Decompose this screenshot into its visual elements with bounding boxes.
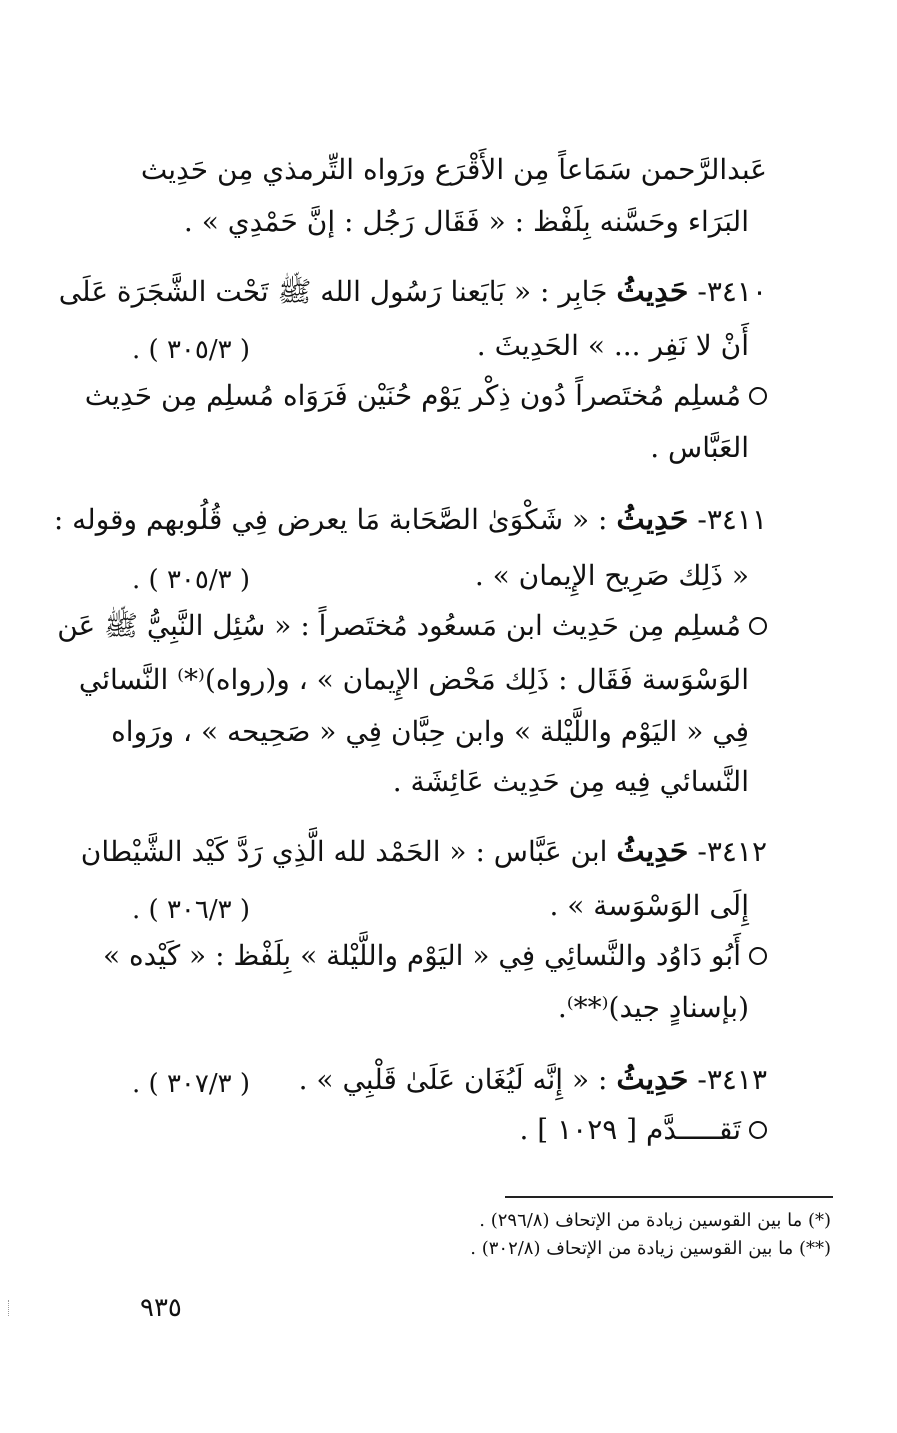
- volume-reference: ( ٣٠٦/٣ ) .: [132, 895, 250, 925]
- footnote: (*) ما بين القوسين زيادة من الإتحاف (٢٩٦/٨) .: [479, 1210, 831, 1231]
- commentary-text: أَبُو دَاوُد والنَّسائِي فِي « اليَوْم واللَّيْلة » بِلَفْظ : « كَيْده »: [102, 939, 741, 972]
- commentary-text: مُسلِم مِن حَدِيث ابن مَسعُود مُختَصراً : « سُئِل النَّبِيُّ ﷺ عَن: [57, 609, 741, 642]
- hadith-number: ٣٤١٢-: [697, 835, 767, 868]
- hadith-heading: حَدِيثُ: [616, 1062, 689, 1097]
- footnote: (**) ما بين القوسين زيادة من الإتحاف (٣٠٢/٨) .: [470, 1238, 831, 1259]
- hadith-text: : « شَكْوَىٰ الصَّحَابة مَا يعرض فِي قُلُوبهم وقوله :: [53, 503, 608, 536]
- hadith-number: ٣٤١٣-: [697, 1063, 767, 1096]
- text-line: (بإسنادٍ جيد)⁽**⁾.: [557, 991, 749, 1024]
- text-line: إِلَى الوَسْوَسة » .: [549, 889, 749, 922]
- hadith-number: ٣٤١٠-: [697, 275, 767, 308]
- commentary-line: [52, 1110, 767, 1150]
- hadith-heading: حَدِيثُ: [616, 274, 689, 309]
- commentary-line: [52, 606, 767, 646]
- volume-reference: ( ٣٠٥/٣ ) .: [132, 565, 250, 595]
- hadith-number: ٣٤١١-: [697, 503, 767, 536]
- commentary-text: تَقـــــدَّم [ ١٠٢٩ ] .: [519, 1113, 741, 1146]
- commentary-text: مُسلِم مُختَصراً دُون ذِكْر يَوْم حُنَيْن فَرَوَاه مُسلِم مِن حَدِيث: [84, 379, 741, 412]
- text-line: الوَسْوَسة فَقَال : ذَلِك مَحْض الإِيمان » ، و(رواه)⁽*⁾ النَّسائي: [78, 663, 749, 696]
- footnote-divider: [505, 1196, 833, 1198]
- circle-bullet-icon: [749, 947, 767, 965]
- text-line: عَبدالرَّحمن سَمَاعاً مِن الأَقْرَع ورَواه التِّرمذي مِن حَدِيث: [140, 153, 767, 186]
- text-line: « ذَلِك صَرِيح الإِيمان » .: [474, 559, 749, 592]
- hadith-text: جَابِر : « بَايَعنا رَسُول الله ﷺ تَحْت الشَّجَرَة عَلَى: [58, 275, 608, 308]
- hadith-3411-line: [52, 500, 767, 540]
- volume-reference: ( ٣٠٥/٣ ) .: [132, 335, 250, 365]
- hadith-3412-line: [52, 832, 767, 872]
- text-line: النَّسائي فِيه مِن حَدِيث عَائِشَة .: [392, 765, 749, 798]
- page-number: ٩٣٥: [140, 1293, 182, 1323]
- hadith-text: ابن عَبَّاس : « الحَمْد لله الَّذِي رَدَّ كَيْد الشَّيْطان: [80, 835, 608, 868]
- text-line: أَنْ لا نَفِر ... » الحَدِيثَ .: [476, 329, 749, 362]
- text-line: العَبَّاس .: [650, 431, 749, 464]
- circle-bullet-icon: [749, 387, 767, 405]
- circle-bullet-icon: [749, 1121, 767, 1139]
- hadith-3410-line: [52, 272, 767, 312]
- commentary-line: [52, 936, 767, 976]
- hadith-heading: حَدِيثُ: [616, 834, 689, 869]
- hadith-text: : « إِنَّه لَيُغَان عَلَىٰ قَلْبِي » .: [298, 1063, 608, 1096]
- hadith-heading: حَدِيثُ: [616, 502, 689, 537]
- commentary-line: [52, 376, 767, 416]
- scan-mark: [8, 1300, 11, 1316]
- text-line: فِي « اليَوْم واللَّيْلة » وابن حِبَّان فِي « صَحِيحه » ، ورَواه: [111, 715, 749, 748]
- circle-bullet-icon: [749, 617, 767, 635]
- volume-reference: ( ٣٠٧/٣ ) .: [132, 1069, 250, 1099]
- text-line: البَرَاء وحَسَّنه بِلَفْظ : « فَقَال رَجُل : إنَّ حَمْدِي » .: [183, 205, 749, 238]
